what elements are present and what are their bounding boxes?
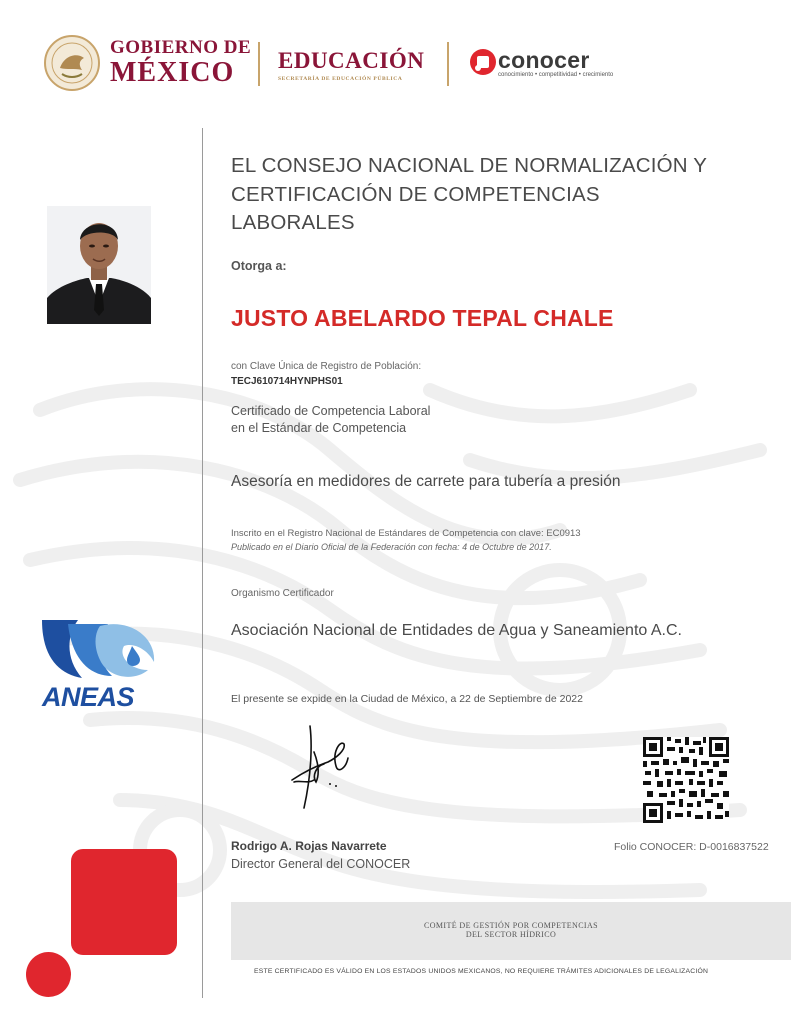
- certificate-type: [231, 403, 430, 437]
- educacion-logo: [278, 48, 424, 82]
- published-text: Publicado en el Diario Oficial de la Federación con fecha: 4 de Octubre de 2017.: [231, 542, 552, 552]
- vertical-divider: [202, 128, 203, 998]
- committee-line1: COMITÉ DE GESTIÓN POR COMPETENCIAS: [423, 921, 599, 930]
- recipient-photo: [47, 206, 151, 324]
- educacion-title: EDUCACIÓN: [278, 48, 425, 73]
- recipient-name: JUSTO ABELARDO TEPAL CHALE: [231, 305, 614, 331]
- grants-label: Otorga a:: [231, 259, 287, 273]
- signer-name: Rodrigo A. Rojas Navarrete: [231, 839, 387, 853]
- committee-line2: DEL SECTOR HÍDRICO: [465, 930, 557, 939]
- conocer-tagline: conocimiento • competitividad • crecimiento: [498, 72, 614, 78]
- gobierno-line2: MÉXICO: [110, 57, 235, 88]
- committee-banner: [231, 902, 791, 960]
- aneas-text: ANEAS: [42, 682, 135, 712]
- conocer-mark-icon: [469, 48, 497, 76]
- person-photo-icon: [47, 206, 151, 324]
- gobierno-de-mexico-logo: [110, 38, 251, 87]
- certifier-label: Organismo Certificador: [231, 588, 334, 599]
- standard-name: Asesoría en medidores de carrete para tubería a presión: [231, 473, 621, 490]
- folio-number: Folio CONOCER: D-0016837522: [614, 841, 769, 853]
- certificate-line1: Certificado de Competencia Laboral: [231, 404, 431, 418]
- qr-code: [643, 737, 729, 823]
- signer-role: Director General del CONOCER: [231, 857, 411, 871]
- header-divider: [258, 42, 260, 86]
- header-divider: [447, 42, 449, 86]
- conocer-name: conocer: [498, 47, 590, 73]
- curp-value: TECJ610714HYNPHS01: [231, 376, 343, 387]
- certifier-name: Asociación Nacional de Entidades de Agua y Saneamiento A.C.: [231, 622, 682, 639]
- decorative-red-square: [71, 849, 177, 955]
- signature: [290, 722, 360, 812]
- validity-note: ESTE CERTIFICADO ES VÁLIDO EN LOS ESTADOS UNIDOS MEXICANOS, NO REQUIERE TRÁMITES ADICIONALES DE LEGALIZACIÓN: [254, 968, 709, 975]
- aneas-water-icon: [38, 616, 160, 686]
- issuer-title: EL CONSEJO NACIONAL DE NORMALIZACIÓN Y CERTIFICACIÓN DE COMPETENCIAS LABORALES: [231, 154, 707, 234]
- decorative-red-circle: [26, 952, 71, 997]
- educacion-subtitle: SECRETARÍA DE EDUCACIÓN PÚBLICA: [278, 76, 403, 82]
- issued-text: El presente se expide en la Ciudad de México, a 22 de Septiembre de 2022: [231, 693, 583, 705]
- certificate-line2: en el Estándar de Competencia: [231, 421, 407, 435]
- aneas-logo: [38, 616, 160, 714]
- curp-label: con Clave Única de Registro de Población:: [231, 361, 422, 372]
- gobierno-line1: GOBIERNO DE: [110, 37, 252, 58]
- mexico-seal-icon: [42, 34, 102, 92]
- registry-text: Inscrito en el Registro Nacional de Estándares de Competencia con clave: EC0913: [231, 528, 581, 539]
